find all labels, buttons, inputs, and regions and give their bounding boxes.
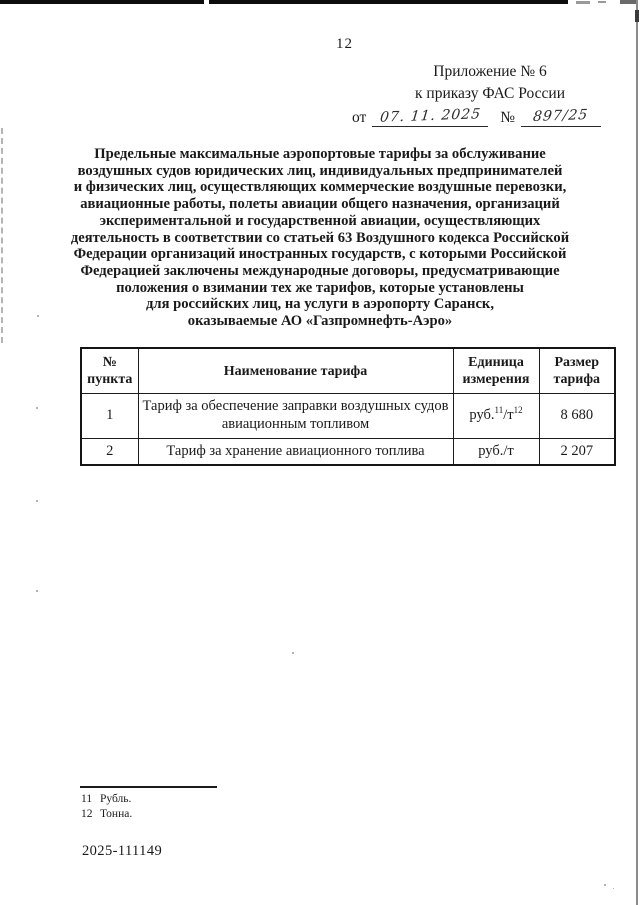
scan-speck: [36, 500, 38, 502]
order-date-number-line: [352, 107, 634, 127]
cell-tariff-name: Тариф за хранение авиационного топлива: [138, 438, 453, 465]
scan-speck: [292, 652, 294, 654]
column-header-size: Размер тарифа: [539, 348, 615, 394]
scan-edge-left-dashed: [1, 128, 3, 343]
title-line: воздушных судов юридических лиц, индивидуальных предпринимателей: [77, 162, 563, 179]
document-title: [50, 146, 590, 330]
scan-edge-top-segment: [0, 0, 204, 4]
from-label: от: [352, 109, 367, 126]
title-line: Федерацией заключены международные договоры, предусматривающие: [80, 262, 560, 279]
order-line: к приказу ФАС России: [415, 85, 565, 102]
title-line: оказываемые АО «Газпромнефть-Аэро»: [187, 313, 453, 330]
unit-footnote-ref: 12: [513, 405, 523, 416]
title-line: Предельные максимальные аэропортовые тарифы за обслуживание: [94, 146, 546, 162]
page-number: 12: [336, 36, 353, 52]
table-header-row: [81, 348, 615, 394]
scan-speck: [37, 315, 39, 317]
scan-speck: [613, 888, 614, 889]
table-row: [81, 394, 615, 438]
cell-row-num: 1: [81, 394, 138, 438]
footnote-marker: 11: [81, 793, 93, 805]
handwritten-number: 897/25: [532, 107, 590, 125]
document-code: 2025-111149: [82, 843, 163, 859]
title-line: для российских лиц, на услуги в аэропорту Саранск,: [146, 296, 494, 313]
scan-speck: [604, 884, 606, 886]
scan-edge-top-segment: [209, 0, 568, 4]
footnote-item: [81, 807, 132, 822]
scan-speck: [36, 590, 38, 592]
footnote-text: Рубль.: [100, 793, 132, 805]
scan-speck: [36, 407, 38, 409]
cell-row-num: 2: [81, 438, 138, 465]
cell-tariff-name: Тариф за обеспечение заправки воздушных судов авиационным топливом: [138, 394, 453, 438]
appendix-line: Приложение № 6: [433, 63, 547, 80]
cell-unit: [453, 394, 539, 438]
title-line: экспериментальной и государственной авиации, осуществляющих: [99, 212, 541, 229]
date-field: [372, 107, 488, 127]
title-line: авиационные работы, полеты авиации общего назначения, организаций: [80, 196, 560, 213]
cell-unit: руб./т: [453, 438, 539, 465]
column-header-name: Наименование тарифа: [138, 348, 453, 394]
title-line: положения о взимании тех же тарифов, которые установлены: [116, 279, 524, 296]
table-row: [81, 438, 615, 465]
footnote-rule: [80, 786, 217, 788]
title-line: и физических лиц, осуществляющих коммерческие воздушные перевозки,: [73, 179, 567, 196]
column-header-num: № пункта: [81, 348, 138, 394]
footnote-item: [81, 792, 132, 807]
title-line: Федерации организаций иностранных государств, с которыми Российской: [73, 246, 567, 263]
cell-tariff-value: 2 207: [539, 438, 615, 465]
unit-footnote-ref: 11: [494, 405, 504, 416]
order-number-field: [521, 107, 601, 127]
title-line: деятельность в соответствии со статьей 63 Воздушного кодекса Российской: [70, 229, 570, 246]
footnote-marker: 12: [81, 808, 93, 820]
footnotes: [81, 792, 132, 822]
appendix-header: [348, 61, 632, 105]
column-header-unit: Единица измерения: [453, 348, 539, 394]
scan-edge-top-segment: [598, 1, 606, 3]
scan-edge-top-segment: [620, 0, 636, 4]
tariff-table: [80, 347, 616, 466]
footnote-text: Тонна.: [100, 808, 133, 820]
scan-edge-top-segment: [576, 1, 590, 4]
scan-edge-right: [636, 0, 638, 905]
handwritten-date: 07. 11. 2025: [378, 106, 482, 126]
unit-text: руб.: [469, 407, 495, 423]
cell-tariff-value: 8 680: [539, 394, 615, 438]
scan-artifact-blob: [635, 10, 639, 22]
unit-text: /т: [503, 407, 514, 423]
no-label: №: [500, 109, 515, 126]
